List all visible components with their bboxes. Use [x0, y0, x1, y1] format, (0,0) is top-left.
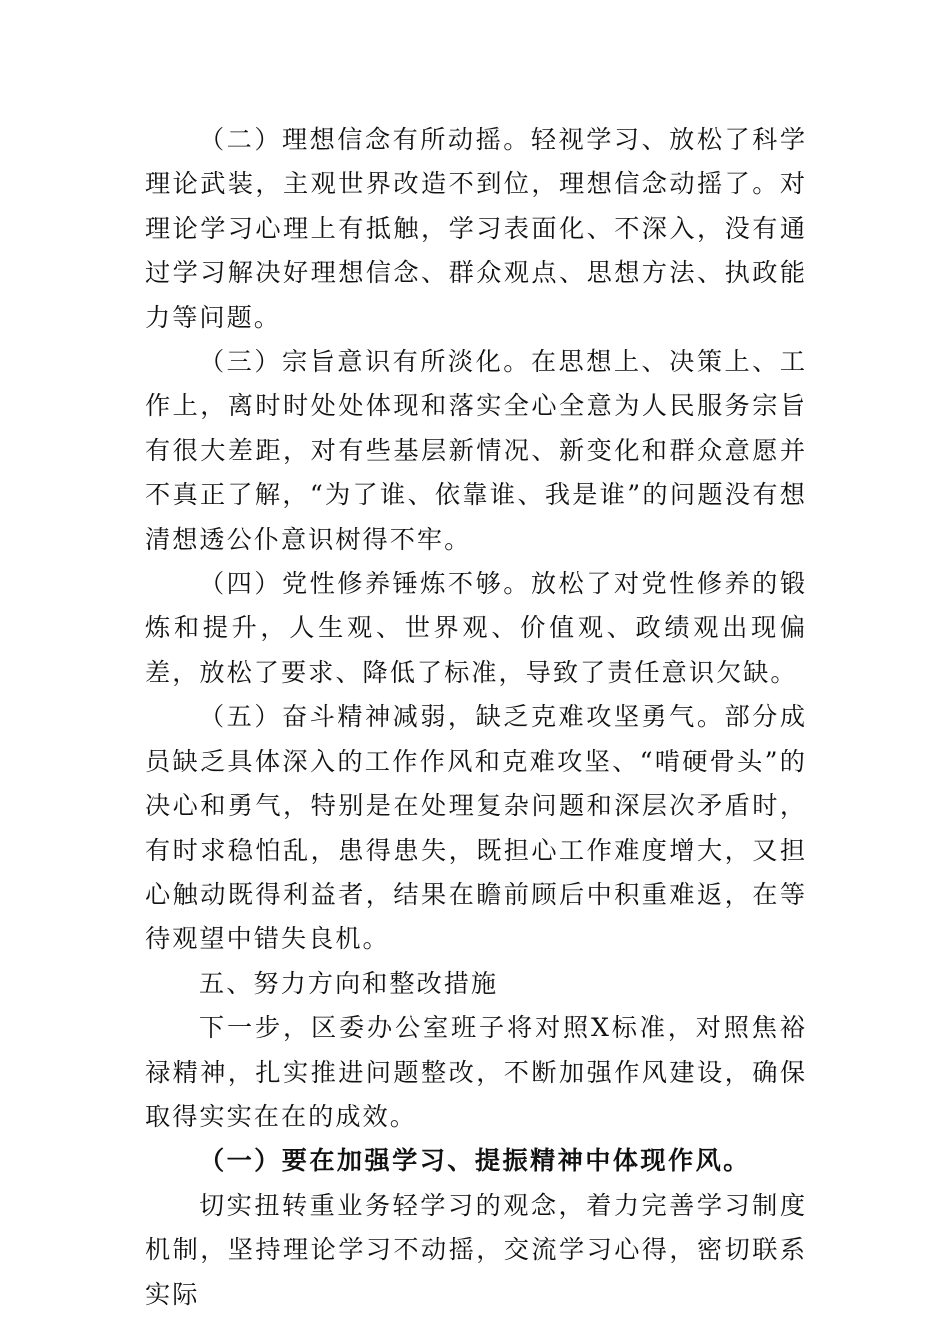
paragraph-study-measures: 切实扭转重业务轻学习的观念，着力完善学习制度机制，坚持理论学习不动摇，交流学习心得，密切联系实际: [145, 1190, 807, 1309]
subheading-study: （一）要在加强学习、提振精神中体现作风。: [199, 1146, 751, 1176]
section-heading: 五、努力方向和整改措施: [199, 968, 499, 998]
paragraph-ideals-faith: （二）理想信念有所动摇。轻视学习、放松了科学理论武装，主观世界改造不到位，理想信念动摇了。对理论学习心理上有抵触，学习表面化、不深入，没有通过学习解决好理想信念、群众观点、思想方法、执政能力等问题。: [145, 125, 807, 332]
paragraph-striving-spirit: （五）奋斗精神减弱，缺乏克难攻坚勇气。部分成员缺乏具体深入的工作作风和克难攻坚、“啃硬骨头”的决心和勇气，特别是在处理复杂问题和深层次矛盾时，有时求稳怕乱，患得患失，既担心工作难度增大，又担心触动既得利益者，结果在瞻前顾后中积重难返，在等待观望中错失良机。: [145, 702, 807, 954]
document-page: [145, 118, 807, 1317]
paragraph-purpose-awareness: （三）宗旨意识有所淡化。在思想上、决策上、工作上，离时时处处体现和落实全心全意为人民服务宗旨有很大差距，对有些基层新情况、新变化和群众意愿并不真正了解，“为了谁、依靠谁、我是谁”的问题没有想清想透公仆意识树得不牢。: [145, 347, 807, 554]
paragraph-next-steps: 下一步，区委办公室班子将对照X标准，对照焦裕禄精神，扎实推进问题整改，不断加强作风建设，确保取得实实在在的成效。: [145, 1013, 807, 1131]
paragraph-party-spirit: （四）党性修养锤炼不够。放松了对党性修养的锻炼和提升，人生观、世界观、价值观、政绩观出现偏差，放松了要求、降低了标准，导致了责任意识欠缺。: [145, 569, 807, 687]
